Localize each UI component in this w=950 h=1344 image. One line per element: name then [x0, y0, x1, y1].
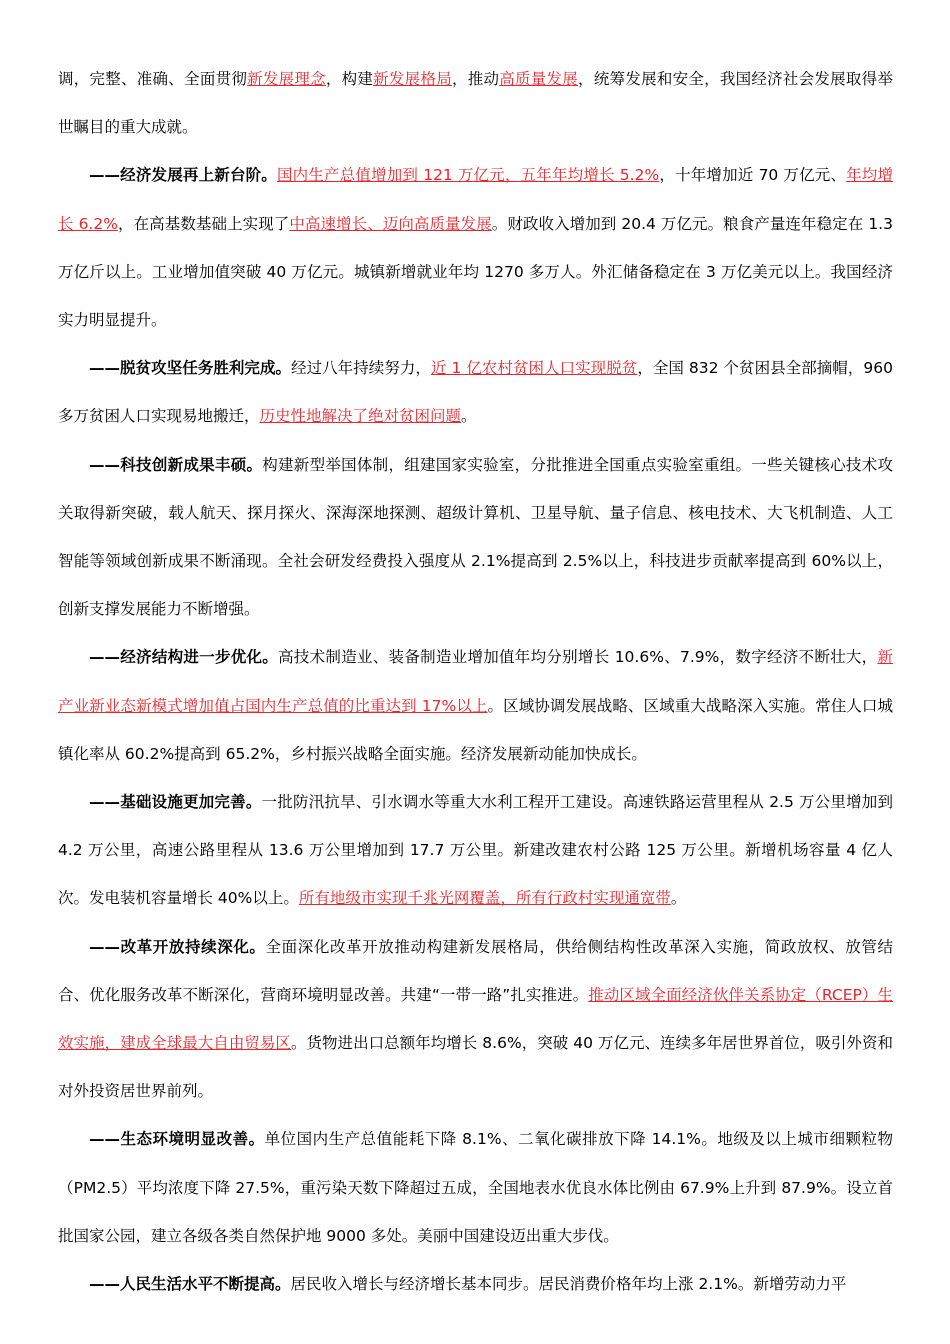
section-heading: ——改革开放持续深化。 [89, 937, 266, 956]
body-text: 高技术制造业、装备制造业增加值年均分别增长 10.6%、7.9%，数字经济不断壮大， [278, 648, 878, 667]
document-body [58, 55, 893, 1308]
structure-paragraph [58, 633, 893, 778]
highlighted-phrase: 年均增长 6.2% [58, 166, 893, 233]
section-heading: ——生态环境明显改善。 [89, 1130, 265, 1149]
highlighted-phrase: 中高速增长、迈向高质量发展 [289, 214, 492, 233]
reform-paragraph [58, 923, 893, 1116]
body-text: ，构建 [325, 70, 374, 88]
body-text: ，统筹发展和安全，我国经济社会发展取得举世瞩目的重大成就。 [58, 70, 893, 137]
body-text: 调，完整、准确、全面贯彻 [58, 70, 248, 88]
section-heading: ——经济结构进一步优化。 [89, 648, 279, 667]
section-heading: ——科技创新成果丰硕。 [89, 455, 263, 474]
section-heading: ——脱贫攻坚任务胜利完成。 [89, 359, 292, 378]
body-text: 一批防汛抗旱、引水调水等重大水利工程开工建设。高速铁路运营里程从 2.5 万公里增加到 4.2 万公里，高速公路里程从 13.6 万公里增加到 17.7 万公里。新建改建农村公路 125 万公里。新增机场容量 4 亿人次。发电装机容量增长 40%以上。 [58, 793, 893, 908]
body-text: 经过八年持续努力， [291, 359, 431, 378]
body-text: 。区域协调发展战略、区域重大战略深入实施。常住人口城镇化率从 60.2%提高到 65.2%，乡村振兴战略全面实施。经济发展新动能加快成长。 [58, 696, 893, 763]
body-text: 全面深化改革开放推动构建新发展格局，供给侧结构性改革深入实施，简政放权、放管结合、优化服务改革不断深化，营商环境明显改善。共建“一带一路”扎实推进。 [58, 937, 893, 1004]
highlighted-phrase: 近 1 亿农村贫困人口实现脱贫 [430, 359, 638, 378]
section-heading: ——人民生活水平不断提高。 [89, 1275, 291, 1294]
body-text: ，推动 [451, 70, 500, 88]
highlighted-phrase: 新发展格局 [373, 70, 452, 88]
economy-paragraph [58, 151, 893, 344]
section-heading: ——经济发展再上新台阶。 [89, 166, 277, 185]
body-text: ，在高基数基础上实现了 [117, 214, 290, 233]
body-text: 居民收入增长与经济增长基本同步。居民消费价格年均上涨 2.1%。新增劳动力平 [290, 1275, 847, 1294]
highlighted-phrase: 高质量发展 [499, 70, 579, 88]
poverty-paragraph [58, 344, 893, 440]
body-text: 单位国内生产总值能耗下降 8.1%、二氧化碳排放下降 14.1%。地级及以上城市细颗粒物（PM2.5）平均浓度下降 27.5%，重污染天数下降超过五成，全国地表水优良水体比例由 67.9%上升到 87.9%。设立首批国家公园，建立各级各类自然保护地 9000 多处。美丽中国建设迈出重大步伐。 [58, 1130, 893, 1245]
body-text: 。财政收入增加到 20.4 万亿元。粮食产量连年稳定在 1.3 万亿斤以上。工业增加值突破 40 万亿元。城镇新增就业年均 1270 多万人。外汇储备稳定在 3 万亿美元以上。我国经济实力明显提升。 [58, 214, 893, 330]
body-text: 。货物进出口总额年均增长 8.6%，突破 40 万亿元、连续多年居世界首位，吸引外资和对外投资居世界前列。 [58, 1034, 893, 1101]
innovation-paragraph [58, 441, 893, 634]
intro-continuation [58, 55, 893, 151]
highlighted-phrase: 新产业新业态新模式增加值占国内生产总值的比重达到 17%以上 [58, 648, 893, 715]
body-text: ，十年增加近 70 万亿元、 [659, 166, 847, 185]
highlighted-phrase: 推动区域全面经济伙伴关系协定（RCEP）生效实施，建成全球最大自由贸易区 [58, 985, 893, 1053]
highlighted-phrase: 国内生产总值增加到 121 万亿元，五年年均增长 5.2% [276, 166, 660, 185]
body-text: 构建新型举国体制，组建国家实验室，分批推进全国重点实验室重组。一些关键核心技术攻关取得新突破，载人航天、探月探火、深海深地探测、超级计算机、卫星导航、量子信息、核电技术、大飞机制造、人工智能等领域创新成果不断涌现。全社会研发经费投入强度从 2.1%提高到 2.5%以上，科技进步贡献率提高到 60%以上，创新支撑发展能力不断增强。 [58, 455, 893, 619]
livelihood-paragraph [58, 1260, 893, 1308]
highlighted-phrase: 新发展理念 [247, 70, 326, 88]
section-heading: ——基础设施更加完善。 [89, 793, 262, 812]
body-text: 。 [670, 889, 687, 908]
highlighted-phrase: 所有地级市实现千兆光网覆盖，所有行政村实现通宽带 [298, 889, 671, 908]
ecology-paragraph [58, 1115, 893, 1260]
body-text: 。 [461, 407, 477, 426]
highlighted-phrase: 历史性地解决了绝对贫困问题 [259, 407, 462, 426]
body-text: ，全国 832 个贫困县全部摘帽，960 多万贫困人口实现易地搬迁， [58, 359, 893, 426]
infrastructure-paragraph [58, 778, 893, 923]
